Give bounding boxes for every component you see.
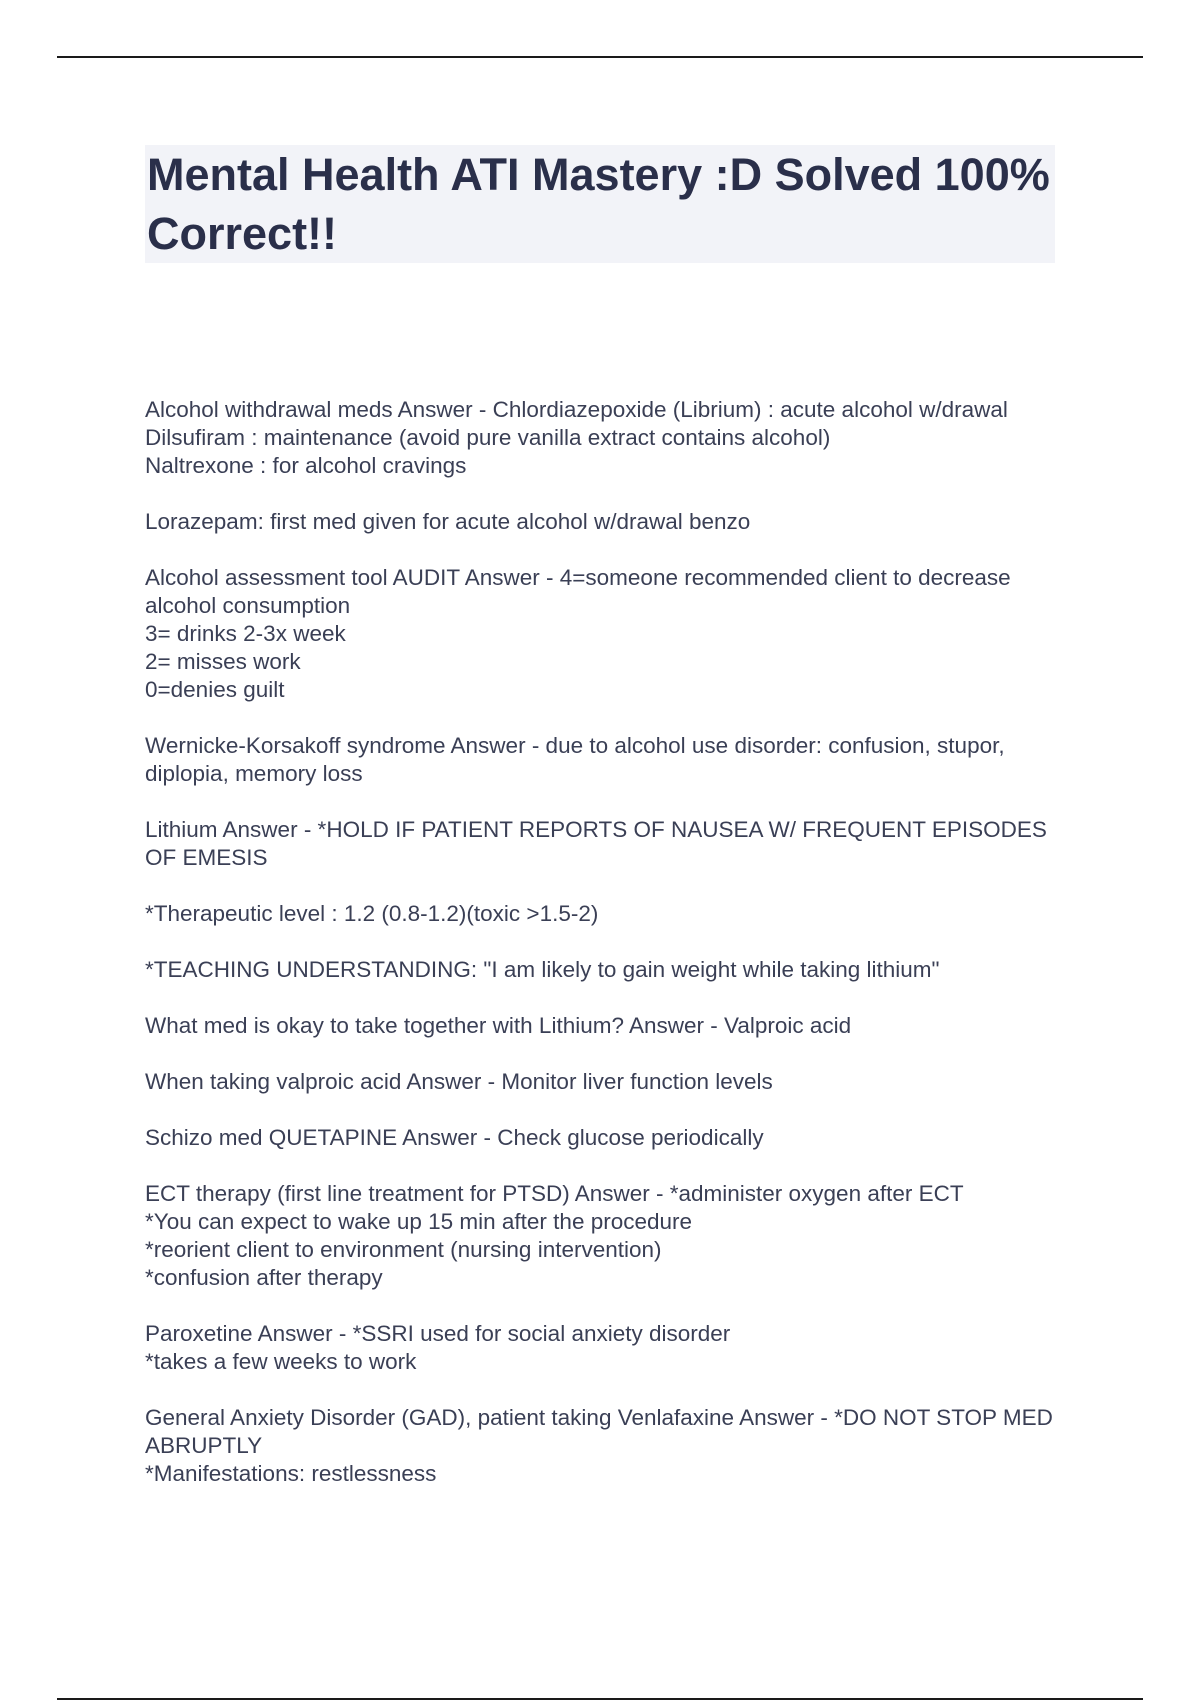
qa-line: Naltrexone : for alcohol cravings xyxy=(145,453,467,478)
qa-entry xyxy=(145,1124,1060,1152)
qa-entry xyxy=(145,732,1060,788)
qa-line: General Anxiety Disorder (GAD), patient taking Venlafaxine Answer - *DO NOT STOP MED ABRUPTLY xyxy=(145,1405,1053,1458)
qa-line: 0=denies guilt xyxy=(145,677,285,702)
qa-line: Alcohol withdrawal meds Answer - Chlordiazepoxide (Librium) : acute alcohol w/drawal xyxy=(145,397,1008,422)
qa-entry xyxy=(145,1012,1060,1040)
qa-entry xyxy=(145,564,1060,704)
qa-entry xyxy=(145,816,1060,872)
qa-line: *reorient client to environment (nursing intervention) xyxy=(145,1237,662,1262)
qa-line: *confusion after therapy xyxy=(145,1265,383,1290)
document-title: Mental Health ATI Mastery :D Solved 100% Correct!! xyxy=(147,149,1050,259)
qa-line: *TEACHING UNDERSTANDING: "I am likely to gain weight while taking lithium" xyxy=(145,957,940,982)
qa-line: Alcohol assessment tool AUDIT Answer - 4=someone recommended client to decrease alcohol consumption xyxy=(145,565,1011,618)
qa-line: Lorazepam: first med given for acute alcohol w/drawal benzo xyxy=(145,509,751,534)
qa-line: *Manifestations: restlessness xyxy=(145,1461,437,1486)
qa-entry xyxy=(145,1180,1060,1292)
qa-list xyxy=(145,396,1060,1516)
qa-line: When taking valproic acid Answer - Monitor liver function levels xyxy=(145,1069,773,1094)
qa-line: ECT therapy (first line treatment for PTSD) Answer - *administer oxygen after ECT xyxy=(145,1181,964,1206)
qa-entry xyxy=(145,1320,1060,1376)
top-rule xyxy=(57,56,1143,58)
qa-line: What med is okay to take together with Lithium? Answer - Valproic acid xyxy=(145,1013,852,1038)
qa-line: *You can expect to wake up 15 min after the procedure xyxy=(145,1209,693,1234)
qa-line: Dilsufiram : maintenance (avoid pure vanilla extract contains alcohol) xyxy=(145,425,831,450)
qa-line: Schizo med QUETAPINE Answer - Check glucose periodically xyxy=(145,1125,764,1150)
qa-line: Lithium Answer - *HOLD IF PATIENT REPORTS OF NAUSEA W/ FREQUENT EPISODES OF EMESIS xyxy=(145,817,1047,870)
qa-line: 3= drinks 2-3x week xyxy=(145,621,346,646)
qa-entry xyxy=(145,396,1060,480)
qa-entry xyxy=(145,900,1060,928)
qa-entry xyxy=(145,508,1060,536)
qa-line: *takes a few weeks to work xyxy=(145,1349,417,1374)
qa-entry xyxy=(145,956,1060,984)
title-block xyxy=(145,145,1055,263)
qa-line: Wernicke-Korsakoff syndrome Answer - due to alcohol use disorder: confusion, stupor, diplopia, memory loss xyxy=(145,733,1005,786)
qa-line: Paroxetine Answer - *SSRI used for social anxiety disorder xyxy=(145,1321,731,1346)
qa-line: *Therapeutic level : 1.2 (0.8-1.2)(toxic >1.5-2) xyxy=(145,901,599,926)
qa-entry xyxy=(145,1068,1060,1096)
qa-line: 2= misses work xyxy=(145,649,301,674)
qa-entry xyxy=(145,1404,1060,1488)
